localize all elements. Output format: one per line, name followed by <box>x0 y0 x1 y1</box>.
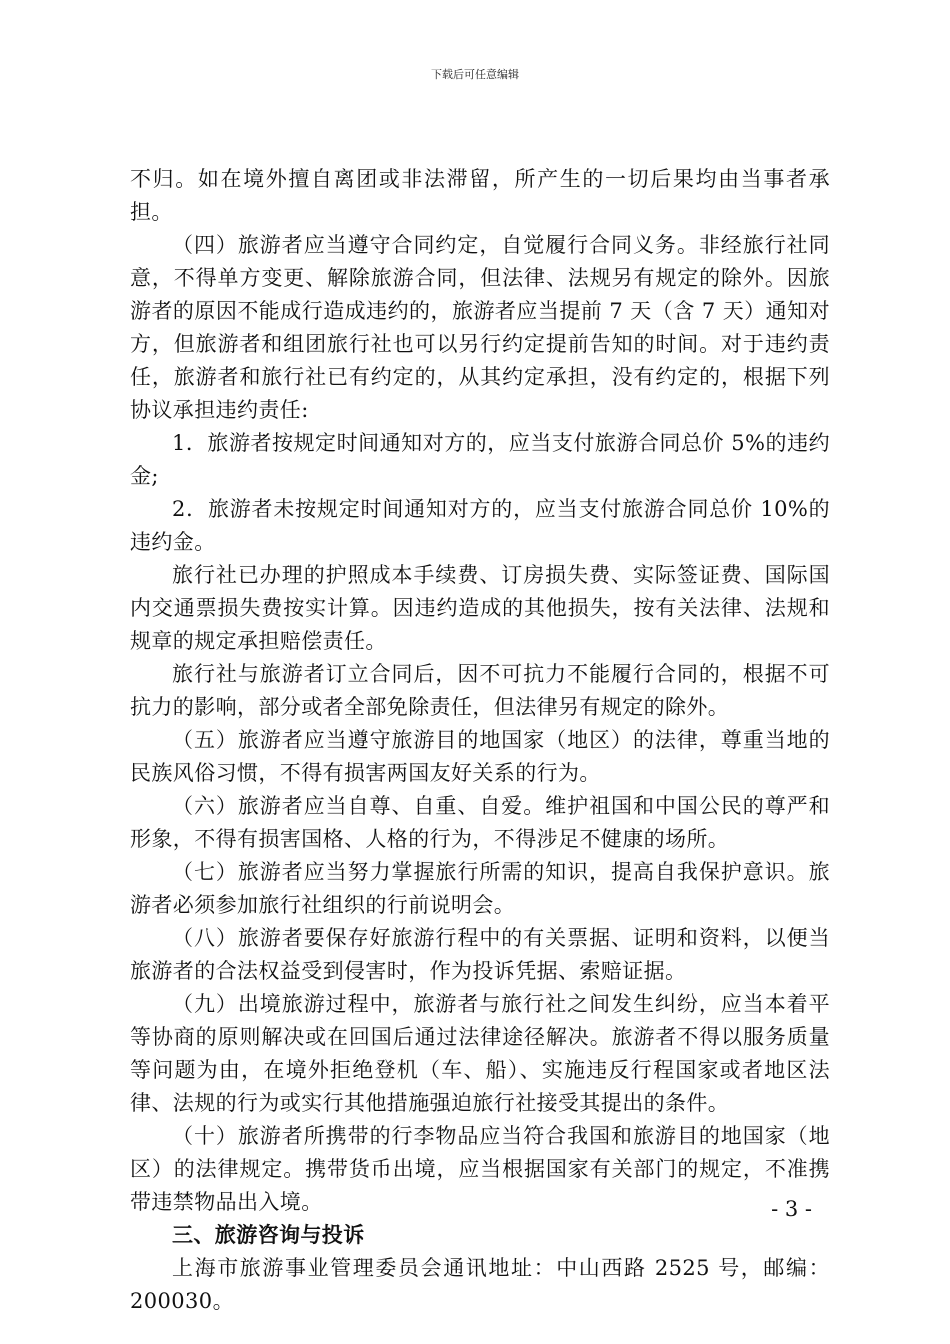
header-note: 下载后可任意编辑 <box>431 68 519 81</box>
document-body <box>130 163 830 1318</box>
paragraph-clause-4: （四）旅游者应当遵守合同约定，自觉履行合同义务。非经旅行社同意，不得单方变更、解除旅游合同，但法律、法规另有规定的除外。因旅游者的原因不能成行造成违约的，旅游者应当提前 7 天（含 7 天）通知对方，但旅游者和组团旅行社也可以另行约定提前告知的时间。对于违约责任，旅游者和旅行社已有约定的，从其约定承担，没有约定的，根据下列协议承担违约责任: <box>130 233 830 422</box>
paragraph-item-2: 2．旅游者未按规定时间通知对方的，应当支付旅游合同总价 10%的违约金。 <box>130 497 830 554</box>
paragraph-costs: 旅行社已办理的护照成本手续费、订房损失费、实际签证费、国际国内交通票损失费按实计算。因违约造成的其他损失，按有关法律、法规和规章的规定承担赔偿责任。 <box>130 563 830 653</box>
section-heading: 三、旅游咨询与投诉 <box>172 1223 365 1247</box>
paragraph-clause-6: （六）旅游者应当自尊、自重、自爱。维护祖国和中国公民的尊严和形象，不得有损害国格、人格的行为，不得涉足不健康的场所。 <box>130 794 830 851</box>
paragraph-item-1: 1．旅游者按规定时间通知对方的，应当支付旅游合同总价 5%的违约金; <box>130 431 830 488</box>
paragraph-contact: 上海市旅游事业管理委员会通讯地址：中山西路 2525 号，邮编：200030。 <box>130 1256 830 1313</box>
paragraph-clause-5: （五）旅游者应当遵守旅游目的地国家（地区）的法律，尊重当地的民族风俗习惯，不得有损害两国友好关系的行为。 <box>130 728 830 785</box>
paragraph-clause-10: （十）旅游者所携带的行李物品应当符合我国和旅游目的地国家（地区）的法律规定。携带货币出境，应当根据国家有关部门的规定，不准携带违禁物品出入境。 <box>130 1124 830 1214</box>
paragraph-clause-8: （八）旅游者要保存好旅游行程中的有关票据、证明和资料，以便当旅游者的合法权益受到侵害时，作为投诉凭据、索赔证据。 <box>130 926 830 983</box>
paragraph-clause-7: （七）旅游者应当努力掌握旅行所需的知识，提高自我保护意识。旅游者必须参加旅行社组织的行前说明会。 <box>130 860 830 917</box>
page-number: - 3 - <box>771 1197 812 1221</box>
paragraph-clause-9: （九）出境旅游过程中，旅游者与旅行社之间发生纠纷，应当本着平等协商的原则解决或在回国后通过法律途径解决。旅游者不得以服务质量等问题为由，在境外拒绝登机（车、船）、实施违反行程国家或者地区法律、法规的行为或实行其他措施强迫旅行社接受其提出的条件。 <box>130 992 830 1115</box>
paragraph-continuation: 不归。如在境外擅自离团或非法滞留，所产生的一切后果均由当事者承担。 <box>130 167 830 224</box>
paragraph-force-majeure: 旅行社与旅游者订立合同后，因不可抗力不能履行合同的，根据不可抗力的影响，部分或者全部免除责任，但法律另有规定的除外。 <box>130 662 830 719</box>
